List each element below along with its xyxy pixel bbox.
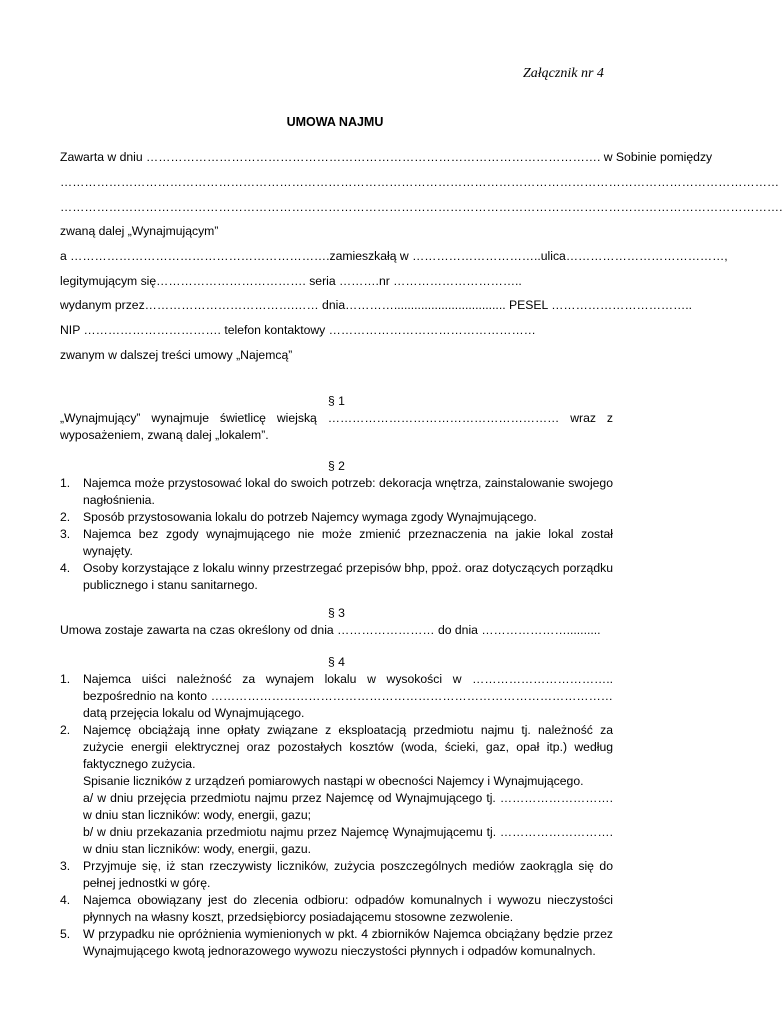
- list-item: 1. Najemca uiści należność za wynajem lokalu w wysokości w …………………………….. bezpośrednio na konto ……………………………………………………………………………………… datą przejęcia lokalu od Wynajmującego.: [60, 672, 613, 720]
- blank-line-1: ……………………………………………………………………………………………………………………………………………………………: [60, 175, 780, 189]
- list-item: 4. Osoby korzystające z lokalu winny przestrzegać przepisów bhp, ppoż. oraz dotyczących porządku publicznego i stanu sanitarnego.: [60, 561, 613, 592]
- section-1-text: „Wynajmujący” wynajmuje świetlicę wiejską ………………………………………………… wraz z wyposażeniem, zwaną dalej „lokalem”.: [60, 411, 613, 442]
- attachment-label: Załącznik nr 4: [523, 66, 604, 81]
- section-1-heading: § 1: [328, 394, 345, 408]
- blank-line-2: …………………………………………………………………………………………………………………………………………………………….: [60, 200, 782, 214]
- list-item: 2. Sposób przystosowania lokalu do potrzeb Najemcy wymaga zgody Wynajmującego.: [60, 510, 537, 524]
- list-item: 3. Przyjmuje się, iż stan rzeczywisty liczników, zużycia poszczególnych mediów zaokrągla się do pełnej jednostki w górę.: [60, 859, 613, 890]
- section-4-list: [60, 671, 613, 960]
- list-item: 5. W przypadku nie opróżnienia wymienionych w pkt. 4 zbiorników Najemca obciążany będzie przez Wynajmującego kwotą jednorazowego wywozu nieczystości płynnych i odpadów komunalnych.: [60, 927, 613, 958]
- section-3-text: Umowa zostaje zawarta na czas określony od dnia …………………… do dnia …………………..........: [60, 623, 601, 637]
- contract-date-line: Zawarta w dniu …………………………………………………………………………………………………. w Sobinie pomiędzy: [60, 150, 713, 164]
- section-4-heading: § 4: [328, 655, 345, 669]
- meter-reading-return: b/ w dniu przekazania przedmiotu najmu przez Najemcę Wynajmującemu tj. ………………………. w dniu stan liczników: wody, energii, gazu.: [83, 825, 613, 856]
- meter-reading-handover: a/ w dniu przejęcia przedmiotu najmu przez Najemcę od Wynajmującego tj. ………………………. w dniu stan liczników: wody, energii, gazu;: [83, 791, 613, 822]
- meter-reading-note: Spisanie liczników z urządzeń pomiarowych nastąpi w obecności Najemcy i Wynajmującego.: [83, 774, 584, 788]
- list-item: 1. Najemca może przystosować lokal do swoich potrzeb: dekoracja wnętrza, zainstalowanie swojego nagłośnienia.: [60, 476, 613, 507]
- list-item: 3. Najemca bez zgody wynajmującego nie może zmienić przeznaczenia na jakie lokal został wynajęty.: [60, 527, 613, 558]
- document-title: UMOWA NAJMU: [286, 115, 384, 129]
- tenant-nip-phone-line: NIP ……………………………. telefon kontaktowy ……………………………………………: [60, 323, 536, 337]
- tenant-designation: zwanym w dalszej treści umowy „Najemcą”: [60, 348, 293, 362]
- landlord-designation: zwaną dalej „Wynajmującym”: [60, 224, 219, 238]
- section-3-heading: § 3: [328, 606, 345, 620]
- section-2-heading: § 2: [328, 459, 345, 473]
- section-2-list: [60, 475, 613, 594]
- list-item: 2. Najemcę obciążają inne opłaty związane z eksploatacją przedmiotu najmu tj. należność za zużycie energii elektrycznej oraz pozostałych kosztów (woda, ścieki, gaz, opał itp.) według faktycznego zużycia. Spisanie liczników z urządzeń pomiarowych nastąpi w obecności Najemcy i Wynajmującego. a/ w dniu przejęcia przedmiotu najmu przez Najemcę od Wynajmującego tj. ………………………. w dniu stan liczników: wody, energii, gazu; b/ w dniu przekazania przedmiotu najmu przez Najemcę Wynajmującemu tj. ………………………. w dniu stan liczników: wody, energii, gazu.: [60, 723, 613, 856]
- tenant-id-line: legitymującym się………………………………. seria ……….nr …………………………..: [60, 274, 522, 288]
- tenant-pesel-line: wydanym przez……………………………….…… dnia…………................................. PESEL ……………………………..: [60, 298, 693, 312]
- tenant-address-line: a ……………………………………………………….zamieszkałą w …………………………..ulica…………………………………,: [60, 249, 728, 263]
- list-item: 4. Najemca obowiązany jest do zlecenia odbioru: odpadów komunalnych i wywozu nieczystości płynnych na własny koszt, przedsiębiorcy posiadającemu stosowne zezwolenie.: [60, 893, 613, 924]
